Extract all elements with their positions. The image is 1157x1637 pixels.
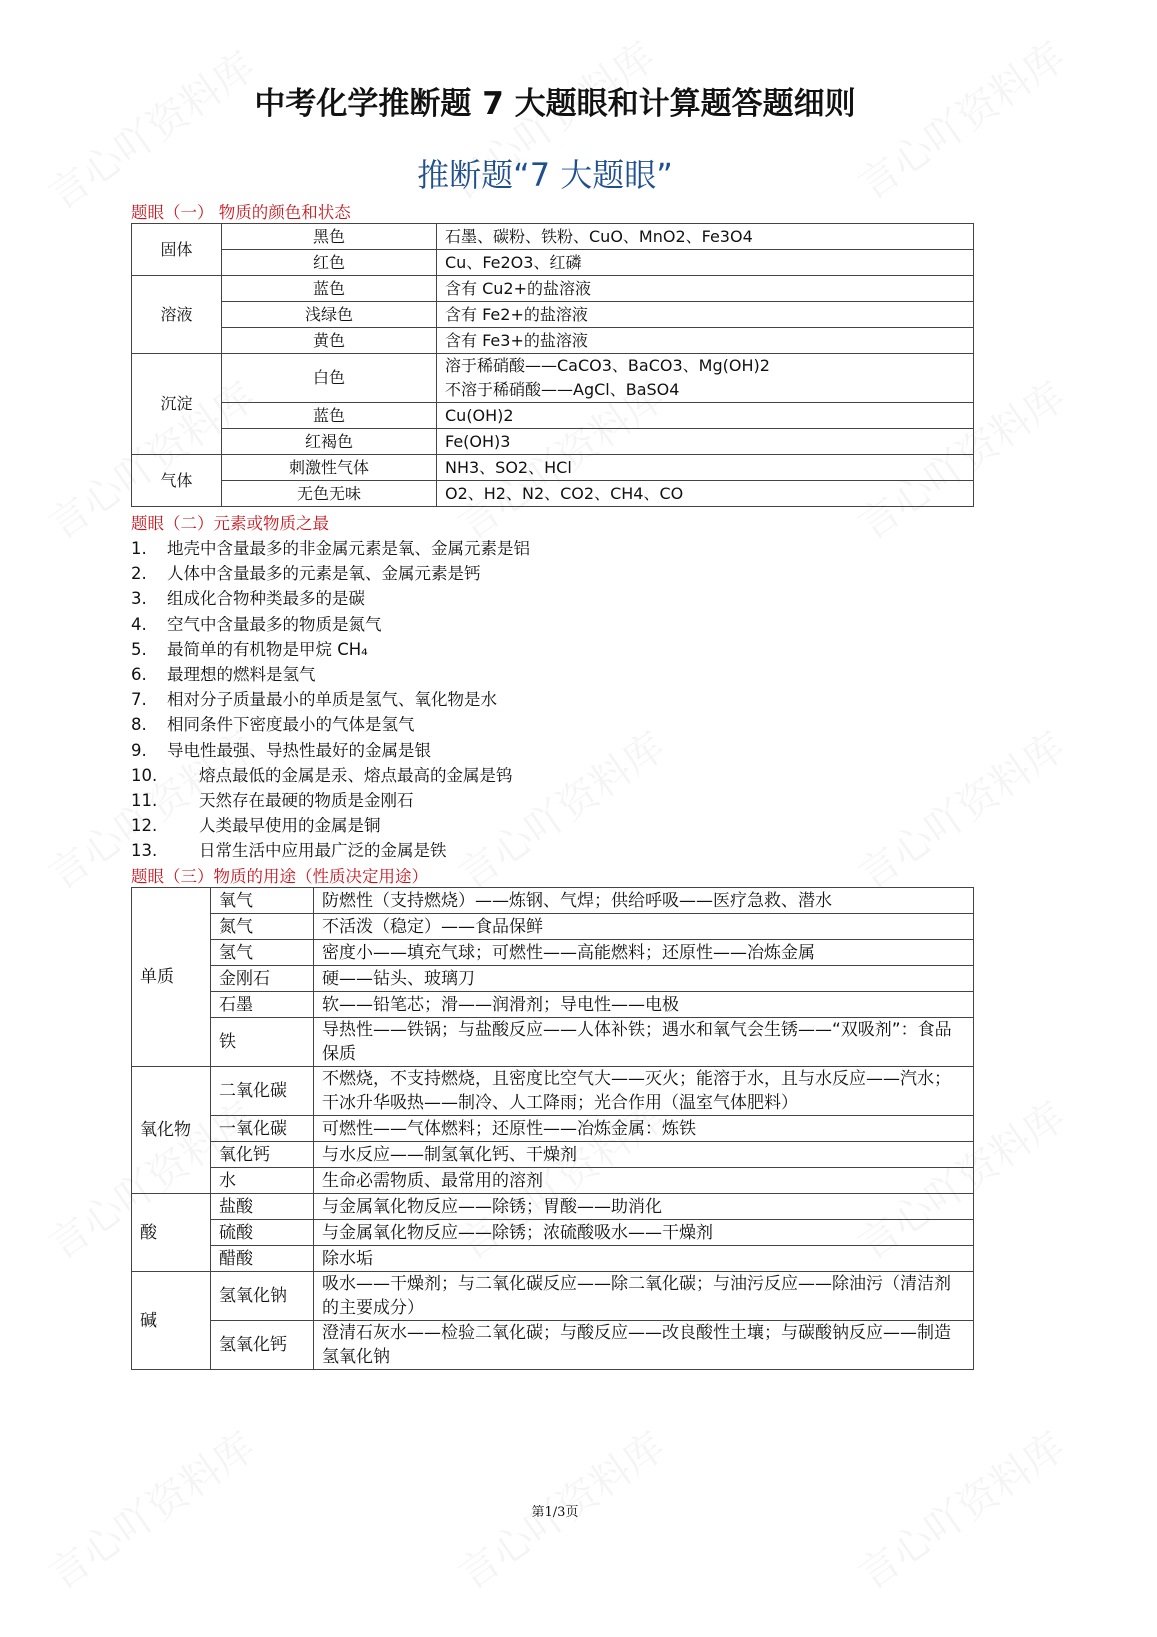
substance-cell: 水 (211, 1168, 314, 1194)
item-number: 10. (131, 765, 158, 785)
table-row (132, 1220, 974, 1246)
substance-cell: 铁 (211, 1018, 314, 1067)
substances-cell: 含有 Fe3+的盐溶液 (437, 328, 974, 354)
color-cell: 红色 (222, 250, 437, 276)
substances-cell: Fe(OH)3 (437, 429, 974, 455)
uses-cell: 软——铅笔芯；滑——润滑剂；导电性——电极 (314, 992, 974, 1018)
uses-cell: 除水垢 (314, 1246, 974, 1272)
uses-cell: 与金属氧化物反应——除锈；浓硫酸吸水——干燥剂 (314, 1220, 974, 1246)
substance-cell: 盐酸 (211, 1194, 314, 1220)
color-state-table (131, 223, 974, 507)
item-text: 导电性最强、导热性最好的金属是银 (167, 740, 431, 760)
item-number: 1. (131, 539, 147, 558)
item-text: 人体中含量最多的元素是氧、金属元素是钙 (167, 564, 481, 584)
table-row (132, 302, 974, 328)
uses-cell: 密度小——填充气球；可燃性——高能燃料；还原性——冶炼金属 (314, 940, 974, 966)
uses-cell: 澄清石灰水——检验二氧化碳；与酸反应——改良酸性土壤；与碳酸钠反应——制造氢氧化钠 (314, 1321, 974, 1370)
section-subtitle: 推断题“7 大题眼” (417, 156, 673, 194)
substances-cell: 含有 Fe2+的盐溶液 (437, 302, 974, 328)
item-text: 最简单的有机物是甲烷 CH₄ (167, 639, 368, 659)
table-row (132, 940, 974, 966)
uses-cell: 可燃性——气体燃料；还原性——冶炼金属：炼铁 (314, 1116, 974, 1142)
list-item (131, 662, 530, 687)
table-row (132, 354, 974, 403)
category-cell: 沉淀 (132, 354, 222, 455)
color-cell: 蓝色 (222, 403, 437, 429)
color-cell: 黑色 (222, 224, 437, 250)
color-cell: 蓝色 (222, 276, 437, 302)
substance-cell: 氢气 (211, 940, 314, 966)
table-row (132, 888, 974, 914)
section1-heading: 题眼（一） 物质的颜色和状态 (131, 203, 351, 222)
substances-cell: 含有 Cu2+的盐溶液 (437, 276, 974, 302)
table-row (132, 328, 974, 354)
category-cell: 氧化物 (132, 1067, 211, 1194)
category-cell: 固体 (132, 224, 222, 276)
substance-cell: 氧气 (211, 888, 314, 914)
substance-cell: 二氧化碳 (211, 1067, 314, 1116)
list-item (131, 561, 530, 586)
uses-cell: 吸水——干燥剂；与二氧化碳反应——除二氧化碳；与油污反应——除油污（清洁剂的主要成分） (314, 1272, 974, 1321)
table-row (132, 481, 974, 507)
page-number: 第1/3页 (531, 1505, 579, 1520)
list-item (131, 712, 530, 737)
list-item (131, 586, 530, 611)
item-number: 7. (131, 690, 147, 710)
table-row (132, 429, 974, 455)
table-row (132, 1018, 974, 1067)
category-cell: 碱 (132, 1272, 211, 1370)
item-number: 2. (131, 564, 147, 584)
item-number: 3. (131, 589, 147, 609)
table-row (132, 224, 974, 250)
item-number: 12. (131, 816, 158, 836)
uses-cell: 与金属氧化物反应——除锈；胃酸——助消化 (314, 1194, 974, 1220)
table-row (132, 992, 974, 1018)
table-row (132, 276, 974, 302)
item-text: 组成化合物种类最多的是碳 (167, 589, 365, 609)
table-row (132, 1272, 974, 1321)
table-row (132, 1246, 974, 1272)
uses-cell: 不活泼（稳定）——食品保鲜 (314, 914, 974, 940)
color-cell: 浅绿色 (222, 302, 437, 328)
section3-heading: 题眼（三）物质的用途（性质决定用途） (131, 867, 428, 886)
color-cell: 黄色 (222, 328, 437, 354)
item-text: 空气中含量最多的物质是氮气 (167, 614, 382, 634)
substance-cell: 一氧化碳 (211, 1116, 314, 1142)
substance-cell: 石墨 (211, 992, 314, 1018)
table-row (132, 966, 974, 992)
substance-cell: 氢氧化钙 (211, 1321, 314, 1370)
uses-cell: 硬——钻头、玻璃刀 (314, 966, 974, 992)
list-item (131, 536, 530, 561)
item-text: 人类最早使用的金属是铜 (199, 816, 381, 836)
substance-cell: 金刚石 (211, 966, 314, 992)
table-row (132, 1168, 974, 1194)
list-item (131, 612, 530, 637)
table-row (132, 914, 974, 940)
color-cell: 红褐色 (222, 429, 437, 455)
substance-cell: 硫酸 (211, 1220, 314, 1246)
item-number: 5. (131, 639, 147, 659)
substances-cell: NH3、SO2、HCl (437, 455, 974, 481)
table-row (132, 1142, 974, 1168)
item-text: 熔点最低的金属是汞、熔点最高的金属是钨 (199, 765, 513, 785)
substance-cell: 氮气 (211, 914, 314, 940)
category-cell: 单质 (132, 888, 211, 1067)
substances-cell: Cu、Fe2O3、红磷 (437, 250, 974, 276)
list-item (131, 637, 530, 662)
item-number: 4. (131, 614, 147, 634)
substances-cell: 石墨、碳粉、铁粉、CuO、MnO2、Fe3O4 (437, 224, 974, 250)
substances-cell: O2、H2、N2、CO2、CH4、CO (437, 481, 974, 507)
item-number: 9. (131, 740, 147, 760)
table-row (132, 1194, 974, 1220)
item-text: 最理想的燃料是氢气 (167, 664, 316, 684)
table-row (132, 250, 974, 276)
list-item (131, 813, 530, 838)
table-row (132, 455, 974, 481)
color-cell: 刺激性气体 (222, 455, 437, 481)
superlatives-list (131, 536, 530, 863)
uses-cell: 防燃性（支持燃烧）——炼钢、气焊；供给呼吸——医疗急救、潜水 (314, 888, 974, 914)
item-number: 6. (131, 664, 147, 684)
uses-cell: 导热性——铁锅；与盐酸反应——人体补铁；遇水和氧气会生锈——“双吸剂”：食品保质 (314, 1018, 974, 1067)
item-text: 相同条件下密度最小的气体是氢气 (167, 715, 415, 735)
item-text: 天然存在最硬的物质是金刚石 (199, 790, 414, 810)
substances-cell: 溶于稀硝酸——CaCO3、BaCO3、Mg(OH)2 不溶于稀硝酸——AgCl、BaSO4 (437, 354, 974, 403)
watermark (845, 716, 1074, 900)
table-row (132, 1321, 974, 1370)
category-cell: 酸 (132, 1194, 211, 1272)
substance-cell: 氢氧化钠 (211, 1272, 314, 1321)
list-item (131, 687, 530, 712)
substance-cell: 醋酸 (211, 1246, 314, 1272)
uses-table (131, 887, 974, 1370)
item-text: 相对分子质量最小的单质是氢气、氧化物是水 (167, 690, 497, 710)
uses-cell: 与水反应——制氢氧化钙、干燥剂 (314, 1142, 974, 1168)
uses-cell: 生命必需物质、最常用的溶剂 (314, 1168, 974, 1194)
table-row (132, 1067, 974, 1116)
list-item (131, 838, 530, 863)
category-cell: 溶液 (132, 276, 222, 354)
substance-cell: 氧化钙 (211, 1142, 314, 1168)
color-cell: 无色无味 (222, 481, 437, 507)
substances-cell: Cu(OH)2 (437, 403, 974, 429)
list-item (131, 763, 530, 788)
item-number: 11. (131, 790, 158, 810)
item-number: 8. (131, 715, 147, 735)
list-item (131, 738, 530, 763)
list-item (131, 788, 530, 813)
table-row (132, 403, 974, 429)
document-title: 中考化学推断题 7 大题眼和计算题答题细则 (254, 86, 856, 122)
item-number: 13. (131, 841, 158, 861)
item-text: 地壳中含量最多的非金属元素是氧、金属元素是铝 (167, 539, 530, 558)
table-row (132, 1116, 974, 1142)
section2-heading: 题眼（二）元素或物质之最 (131, 514, 329, 533)
category-cell: 气体 (132, 455, 222, 507)
item-text: 日常生活中应用最广泛的金属是铁 (199, 841, 447, 861)
color-cell: 白色 (222, 354, 437, 403)
uses-cell: 不燃烧，不支持燃烧，且密度比空气大——灭火；能溶于水，且与水反应——汽水；干冰升华吸热——制冷、人工降雨；光合作用（温室气体肥料） (314, 1067, 974, 1116)
